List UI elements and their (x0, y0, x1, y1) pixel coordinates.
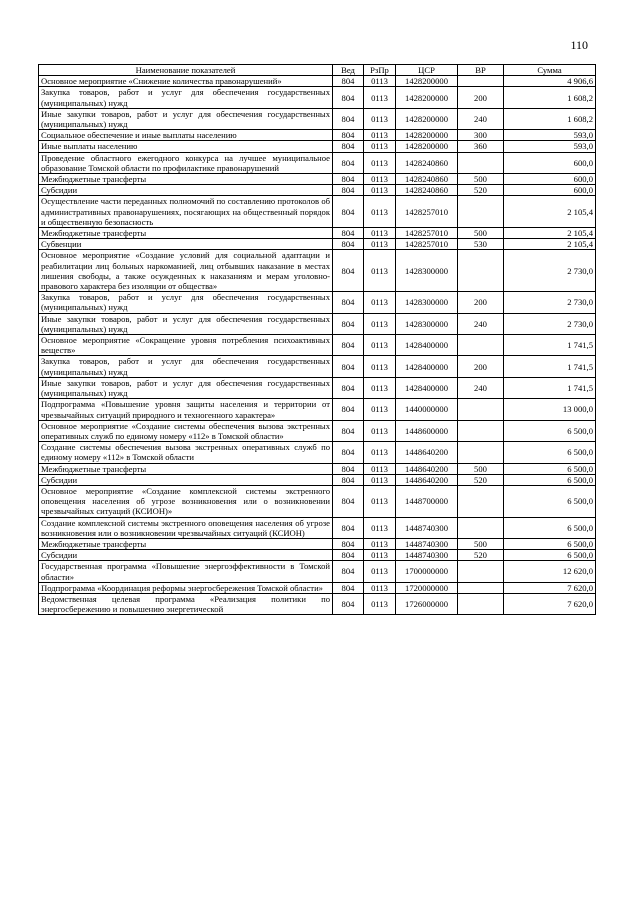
row-vr: 530 (458, 239, 504, 250)
row-vr (458, 76, 504, 87)
row-rzpr: 0113 (364, 108, 396, 129)
row-sum: 1 741,5 (504, 356, 596, 377)
row-rzpr: 0113 (364, 420, 396, 441)
row-csr: 1448640200 (396, 442, 458, 463)
header-ved: Вед (333, 65, 364, 76)
row-name: Иные закупки товаров, работ и услуг для обеспечения государственных (муниципальных) нужд (39, 108, 333, 129)
row-sum: 2 105,4 (504, 228, 596, 239)
row-csr: 1428400000 (396, 335, 458, 356)
row-rzpr: 0113 (364, 130, 396, 141)
row-csr: 1428200000 (396, 141, 458, 152)
row-rzpr: 0113 (364, 250, 396, 292)
row-ved: 804 (333, 517, 364, 538)
row-name: Иные закупки товаров, работ и услуг для обеспечения государственных (муниципальных) нужд (39, 313, 333, 334)
row-csr: 1428200000 (396, 87, 458, 108)
row-name: Проведение областного ежегодного конкурса на лучшее муниципальное образование Томской области по профилактике правонарушений (39, 152, 333, 173)
row-name: Подпрограмма «Повышение уровня защиты населения и территории от чрезвычайных ситуаций природного и техногенного характера» (39, 399, 333, 420)
row-name: Подпрограмма «Координация реформы энергосбережения Томской области» (39, 582, 333, 593)
row-sum: 1 741,5 (504, 335, 596, 356)
row-vr: 500 (458, 538, 504, 549)
row-vr: 520 (458, 474, 504, 485)
row-name: Субсидии (39, 185, 333, 196)
table-row (39, 593, 596, 614)
row-name: Социальное обеспечение и иные выплаты населению (39, 130, 333, 141)
row-rzpr: 0113 (364, 399, 396, 420)
row-rzpr: 0113 (364, 76, 396, 87)
row-name: Иные выплаты населению (39, 141, 333, 152)
row-sum: 600,0 (504, 174, 596, 185)
row-csr: 1448740300 (396, 550, 458, 561)
row-csr: 1448640200 (396, 463, 458, 474)
row-ved: 804 (333, 76, 364, 87)
table-row (39, 442, 596, 463)
row-rzpr: 0113 (364, 474, 396, 485)
row-ved: 804 (333, 185, 364, 196)
row-sum: 593,0 (504, 130, 596, 141)
row-sum: 7 620,0 (504, 582, 596, 593)
row-rzpr: 0113 (364, 582, 396, 593)
row-ved: 804 (333, 174, 364, 185)
table-row (39, 174, 596, 185)
row-rzpr: 0113 (364, 239, 396, 250)
row-name: Межбюджетные трансферты (39, 174, 333, 185)
row-csr: 1428400000 (396, 377, 458, 398)
row-rzpr: 0113 (364, 174, 396, 185)
row-csr: 1428240860 (396, 152, 458, 173)
row-rzpr: 0113 (364, 561, 396, 582)
row-ved: 804 (333, 87, 364, 108)
row-sum: 6 500,0 (504, 463, 596, 474)
row-rzpr: 0113 (364, 485, 396, 517)
row-name: Основное мероприятие «Снижение количества правонарушений» (39, 76, 333, 87)
row-csr: 1428200000 (396, 130, 458, 141)
row-csr: 1448740300 (396, 517, 458, 538)
row-rzpr: 0113 (364, 356, 396, 377)
row-sum: 6 500,0 (504, 420, 596, 441)
row-sum: 6 500,0 (504, 474, 596, 485)
row-sum: 1 608,2 (504, 108, 596, 129)
row-rzpr: 0113 (364, 463, 396, 474)
row-name: Создание комплексной системы экстренного оповещения населения об угрозе возникновения или о возникновении чрезвычайных ситуаций (КСИОН) (39, 517, 333, 538)
table-body (39, 76, 596, 615)
header-name: Наименование показателей (39, 65, 333, 76)
row-csr: 1428257010 (396, 228, 458, 239)
row-csr: 1448640200 (396, 474, 458, 485)
row-vr (458, 517, 504, 538)
row-vr: 200 (458, 292, 504, 313)
row-sum: 2 730,0 (504, 250, 596, 292)
row-ved: 804 (333, 108, 364, 129)
row-vr (458, 420, 504, 441)
table-row (39, 141, 596, 152)
row-name: Основное мероприятие «Создание комплексной системы экстренного оповещения населения об угрозе возникновения или о возникновении чрезвычайных ситуаций (КСИОН)» (39, 485, 333, 517)
row-vr: 240 (458, 377, 504, 398)
row-rzpr: 0113 (364, 152, 396, 173)
row-name: Межбюджетные трансферты (39, 538, 333, 549)
row-name: Государственная программа «Повышение энергоэффективности в Томской области» (39, 561, 333, 582)
table-row (39, 76, 596, 87)
row-sum: 600,0 (504, 152, 596, 173)
row-csr: 1428200000 (396, 76, 458, 87)
row-sum: 6 500,0 (504, 485, 596, 517)
table-row (39, 550, 596, 561)
header-sum: Сумма (504, 65, 596, 76)
row-vr: 240 (458, 108, 504, 129)
row-csr: 1700000000 (396, 561, 458, 582)
row-name: Основное мероприятие «Создание условий для социальной адаптации и реабилитации лиц больных наркоманией, лиц отбывших наказание в местах лишения свободы, а также осужденных к наказаниям и мерам уголовно-правового характера без изоляции от общества» (39, 250, 333, 292)
row-sum: 2 105,4 (504, 196, 596, 228)
row-name: Субвенции (39, 239, 333, 250)
row-ved: 804 (333, 463, 364, 474)
row-sum: 1 741,5 (504, 377, 596, 398)
row-sum: 593,0 (504, 141, 596, 152)
row-vr: 300 (458, 130, 504, 141)
row-rzpr: 0113 (364, 228, 396, 239)
row-csr: 1428300000 (396, 292, 458, 313)
table-row (39, 474, 596, 485)
budget-table (38, 64, 596, 615)
row-rzpr: 0113 (364, 292, 396, 313)
row-name: Субсидии (39, 550, 333, 561)
row-vr: 520 (458, 185, 504, 196)
row-ved: 804 (333, 228, 364, 239)
row-vr (458, 485, 504, 517)
row-ved: 804 (333, 239, 364, 250)
row-vr (458, 335, 504, 356)
row-name: Осуществление части переданных полномочий по составлению протоколов об административных правонарушениях, посягающих на общественный порядок и общественную безопасность (39, 196, 333, 228)
row-csr: 1448600000 (396, 420, 458, 441)
table-row (39, 335, 596, 356)
row-ved: 804 (333, 141, 364, 152)
row-rzpr: 0113 (364, 185, 396, 196)
table-row (39, 292, 596, 313)
row-vr (458, 593, 504, 614)
row-sum: 600,0 (504, 185, 596, 196)
row-name: Закупка товаров, работ и услуг для обеспечения государственных (муниципальных) нужд (39, 292, 333, 313)
row-vr (458, 399, 504, 420)
row-csr: 1440000000 (396, 399, 458, 420)
row-vr: 500 (458, 228, 504, 239)
table-row (39, 152, 596, 173)
table-row (39, 538, 596, 549)
table-row (39, 485, 596, 517)
table-row (39, 356, 596, 377)
row-csr: 1448740300 (396, 538, 458, 549)
row-sum: 4 906,6 (504, 76, 596, 87)
row-ved: 804 (333, 593, 364, 614)
row-ved: 804 (333, 335, 364, 356)
row-sum: 6 500,0 (504, 517, 596, 538)
row-ved: 804 (333, 313, 364, 334)
table-row (39, 420, 596, 441)
row-vr (458, 582, 504, 593)
row-sum: 6 500,0 (504, 550, 596, 561)
row-ved: 804 (333, 356, 364, 377)
table-header-row (39, 65, 596, 76)
header-csr: ЦСР (396, 65, 458, 76)
row-name: Иные закупки товаров, работ и услуг для обеспечения государственных (муниципальных) нужд (39, 377, 333, 398)
table-row (39, 196, 596, 228)
row-sum: 2 730,0 (504, 292, 596, 313)
row-rzpr: 0113 (364, 442, 396, 463)
row-csr: 1428257010 (396, 196, 458, 228)
row-csr: 1428257010 (396, 239, 458, 250)
row-vr (458, 196, 504, 228)
row-csr: 1428240860 (396, 174, 458, 185)
row-ved: 804 (333, 442, 364, 463)
row-vr (458, 442, 504, 463)
row-vr: 240 (458, 313, 504, 334)
row-csr: 1720000000 (396, 582, 458, 593)
row-sum: 1 608,2 (504, 87, 596, 108)
row-ved: 804 (333, 561, 364, 582)
table-row (39, 130, 596, 141)
row-ved: 804 (333, 377, 364, 398)
row-rzpr: 0113 (364, 550, 396, 561)
table-row (39, 463, 596, 474)
row-name: Закупка товаров, работ и услуг для обеспечения государственных (муниципальных) нужд (39, 356, 333, 377)
table-row (39, 108, 596, 129)
row-ved: 804 (333, 399, 364, 420)
row-csr: 1428300000 (396, 313, 458, 334)
row-sum: 13 000,0 (504, 399, 596, 420)
row-name: Основное мероприятие «Сокращение уровня потребления психоактивных веществ» (39, 335, 333, 356)
row-vr (458, 152, 504, 173)
row-ved: 804 (333, 420, 364, 441)
row-csr: 1726000000 (396, 593, 458, 614)
row-rzpr: 0113 (364, 313, 396, 334)
row-vr (458, 561, 504, 582)
row-vr: 500 (458, 463, 504, 474)
row-name: Основное мероприятие «Создание системы обеспечения вызова экстренных оперативных служб по единому номеру «112» в Томской области» (39, 420, 333, 441)
row-rzpr: 0113 (364, 87, 396, 108)
row-ved: 804 (333, 130, 364, 141)
page-number: 110 (570, 38, 588, 52)
row-sum: 7 620,0 (504, 593, 596, 614)
table-row (39, 517, 596, 538)
table-row (39, 185, 596, 196)
row-name: Закупка товаров, работ и услуг для обеспечения государственных (муниципальных) нужд (39, 87, 333, 108)
row-rzpr: 0113 (364, 538, 396, 549)
row-vr (458, 250, 504, 292)
row-rzpr: 0113 (364, 593, 396, 614)
row-sum: 6 500,0 (504, 442, 596, 463)
row-rzpr: 0113 (364, 335, 396, 356)
table-row (39, 239, 596, 250)
row-ved: 804 (333, 250, 364, 292)
row-ved: 804 (333, 474, 364, 485)
row-csr: 1428300000 (396, 250, 458, 292)
table-row (39, 87, 596, 108)
row-name: Межбюджетные трансферты (39, 463, 333, 474)
table-row (39, 313, 596, 334)
row-name: Ведомственная целевая программа «Реализация политики по энергосбережению и повышению энергетической (39, 593, 333, 614)
table-row (39, 228, 596, 239)
table-row (39, 250, 596, 292)
row-ved: 804 (333, 485, 364, 517)
row-ved: 804 (333, 538, 364, 549)
row-csr: 1448700000 (396, 485, 458, 517)
row-ved: 804 (333, 582, 364, 593)
row-ved: 804 (333, 152, 364, 173)
row-sum: 12 620,0 (504, 561, 596, 582)
row-ved: 804 (333, 196, 364, 228)
row-vr: 360 (458, 141, 504, 152)
row-vr: 520 (458, 550, 504, 561)
row-csr: 1428400000 (396, 356, 458, 377)
row-csr: 1428200000 (396, 108, 458, 129)
table-row (39, 561, 596, 582)
row-vr: 200 (458, 356, 504, 377)
header-vr: ВР (458, 65, 504, 76)
table-row (39, 377, 596, 398)
row-name: Межбюджетные трансферты (39, 228, 333, 239)
row-csr: 1428240860 (396, 185, 458, 196)
row-rzpr: 0113 (364, 517, 396, 538)
row-rzpr: 0113 (364, 141, 396, 152)
row-vr: 200 (458, 87, 504, 108)
row-sum: 2 730,0 (504, 313, 596, 334)
row-ved: 804 (333, 292, 364, 313)
row-name: Субсидии (39, 474, 333, 485)
row-sum: 2 105,4 (504, 239, 596, 250)
row-ved: 804 (333, 550, 364, 561)
row-name: Создание системы обеспечения вызова экстренных оперативных служб по единому номеру «112» в Томской области (39, 442, 333, 463)
header-rzpr: РзПр (364, 65, 396, 76)
row-vr: 500 (458, 174, 504, 185)
table-row (39, 399, 596, 420)
row-rzpr: 0113 (364, 377, 396, 398)
row-rzpr: 0113 (364, 196, 396, 228)
table-row (39, 582, 596, 593)
row-sum: 6 500,0 (504, 538, 596, 549)
